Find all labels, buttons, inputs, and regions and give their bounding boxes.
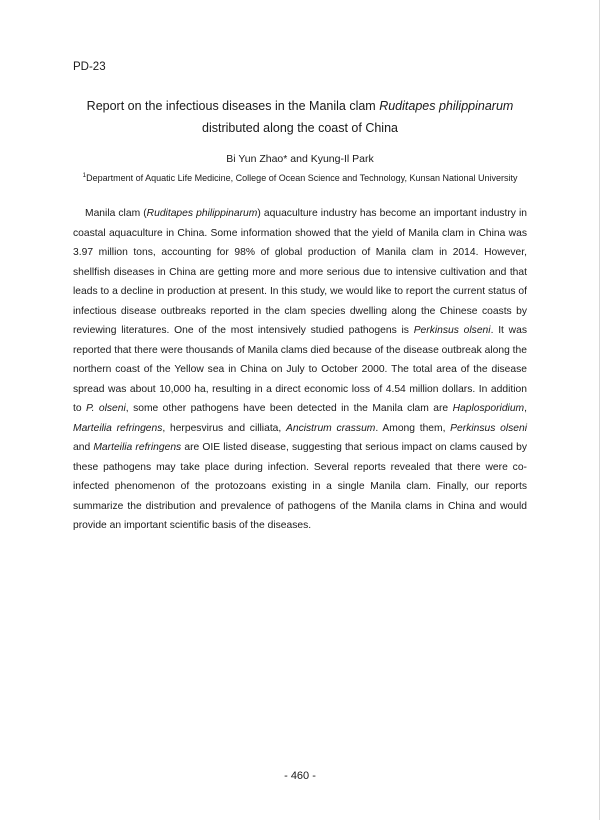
page-number: - 460 - <box>284 770 316 782</box>
abstract-text-run: . It was reported that there were thousands of Manila clams died because of the disease outbreak along the northern coast of the Yellow sea in China on July to October 2000. The total area of the disease spread was about 10,000 ha, resulting in a direct economic loss of 4.54 million dollars. In addition to <box>73 325 527 414</box>
paper-title <box>40 95 560 139</box>
affiliation-text: Department of Aquatic Life Medicine, College of Ocean Science and Technology, Kunsan National University <box>86 173 518 183</box>
abstract-text-run: , some other pathogens have been detected in the Manila clam are <box>125 403 453 414</box>
abstract-italic-term: Marteilia refringens <box>73 422 163 434</box>
abstract-text-run: , <box>524 403 528 414</box>
affiliation <box>40 172 560 183</box>
abstract-italic-term: Perkinsus olseni <box>450 422 527 434</box>
abstract-code: PD-23 <box>73 61 106 73</box>
abstract-body <box>73 204 527 536</box>
abstract-italic-term: Marteilia refringens <box>93 442 182 453</box>
abstract-text-run: . Among them, <box>375 422 451 434</box>
abstract-italic-term: Perkinsus olseni <box>413 325 491 336</box>
abstract-text-run: are OIE listed disease, suggesting that serious impact on clams caused by these pathogens may take place during infection. Several reports revealed that there were co-infected phenomenon of the protozoans existing in a single Manila clam. Finally, our reports summarize the distribution and prevalence of pathogens of the Manila clams in China and would provide an important scientific basis of the diseases. <box>73 442 527 531</box>
abstract-text-run: , herpesvirus and cilliata, <box>162 422 286 434</box>
abstract-text-run: Manila clam ( <box>85 208 147 219</box>
title-line2-text: distributed along the coast of China <box>202 121 398 135</box>
abstract-italic-term: P. olseni <box>86 403 126 414</box>
title-species-name: Ruditapes philippinarum <box>379 99 514 113</box>
abstract-italic-term: Ruditapes philippinarum <box>146 208 258 219</box>
title-line1-text: Report on the infectious diseases in the Manila clam <box>86 99 380 113</box>
abstract-text-run: and <box>73 442 94 453</box>
author-list: Bi Yun Zhao* and Kyung-Il Park <box>226 153 374 165</box>
affiliation-mark: 1 <box>82 172 87 179</box>
abstract-italic-term: Haplosporidium <box>452 403 525 414</box>
abstract-italic-term: Ancistrum crassum <box>285 422 376 434</box>
abstract-text-run: ) aquaculture industry has become an important industry in coastal aquaculture in China. Some information showed that the yield of Manila clam in China was 3.97 million tons, accounting for 98% of global production of Manila clam in 2014. However, shellfish diseases in China are getting more and more serious due to intensive cultivation and that leads to a decline in production at present. In this study, we would like to report the current status of infectious disease outbreaks reported in the clam species dwelling along the Chinese coasts by reviewing literatures. One of the most intensively studied pathogens is <box>73 208 527 336</box>
